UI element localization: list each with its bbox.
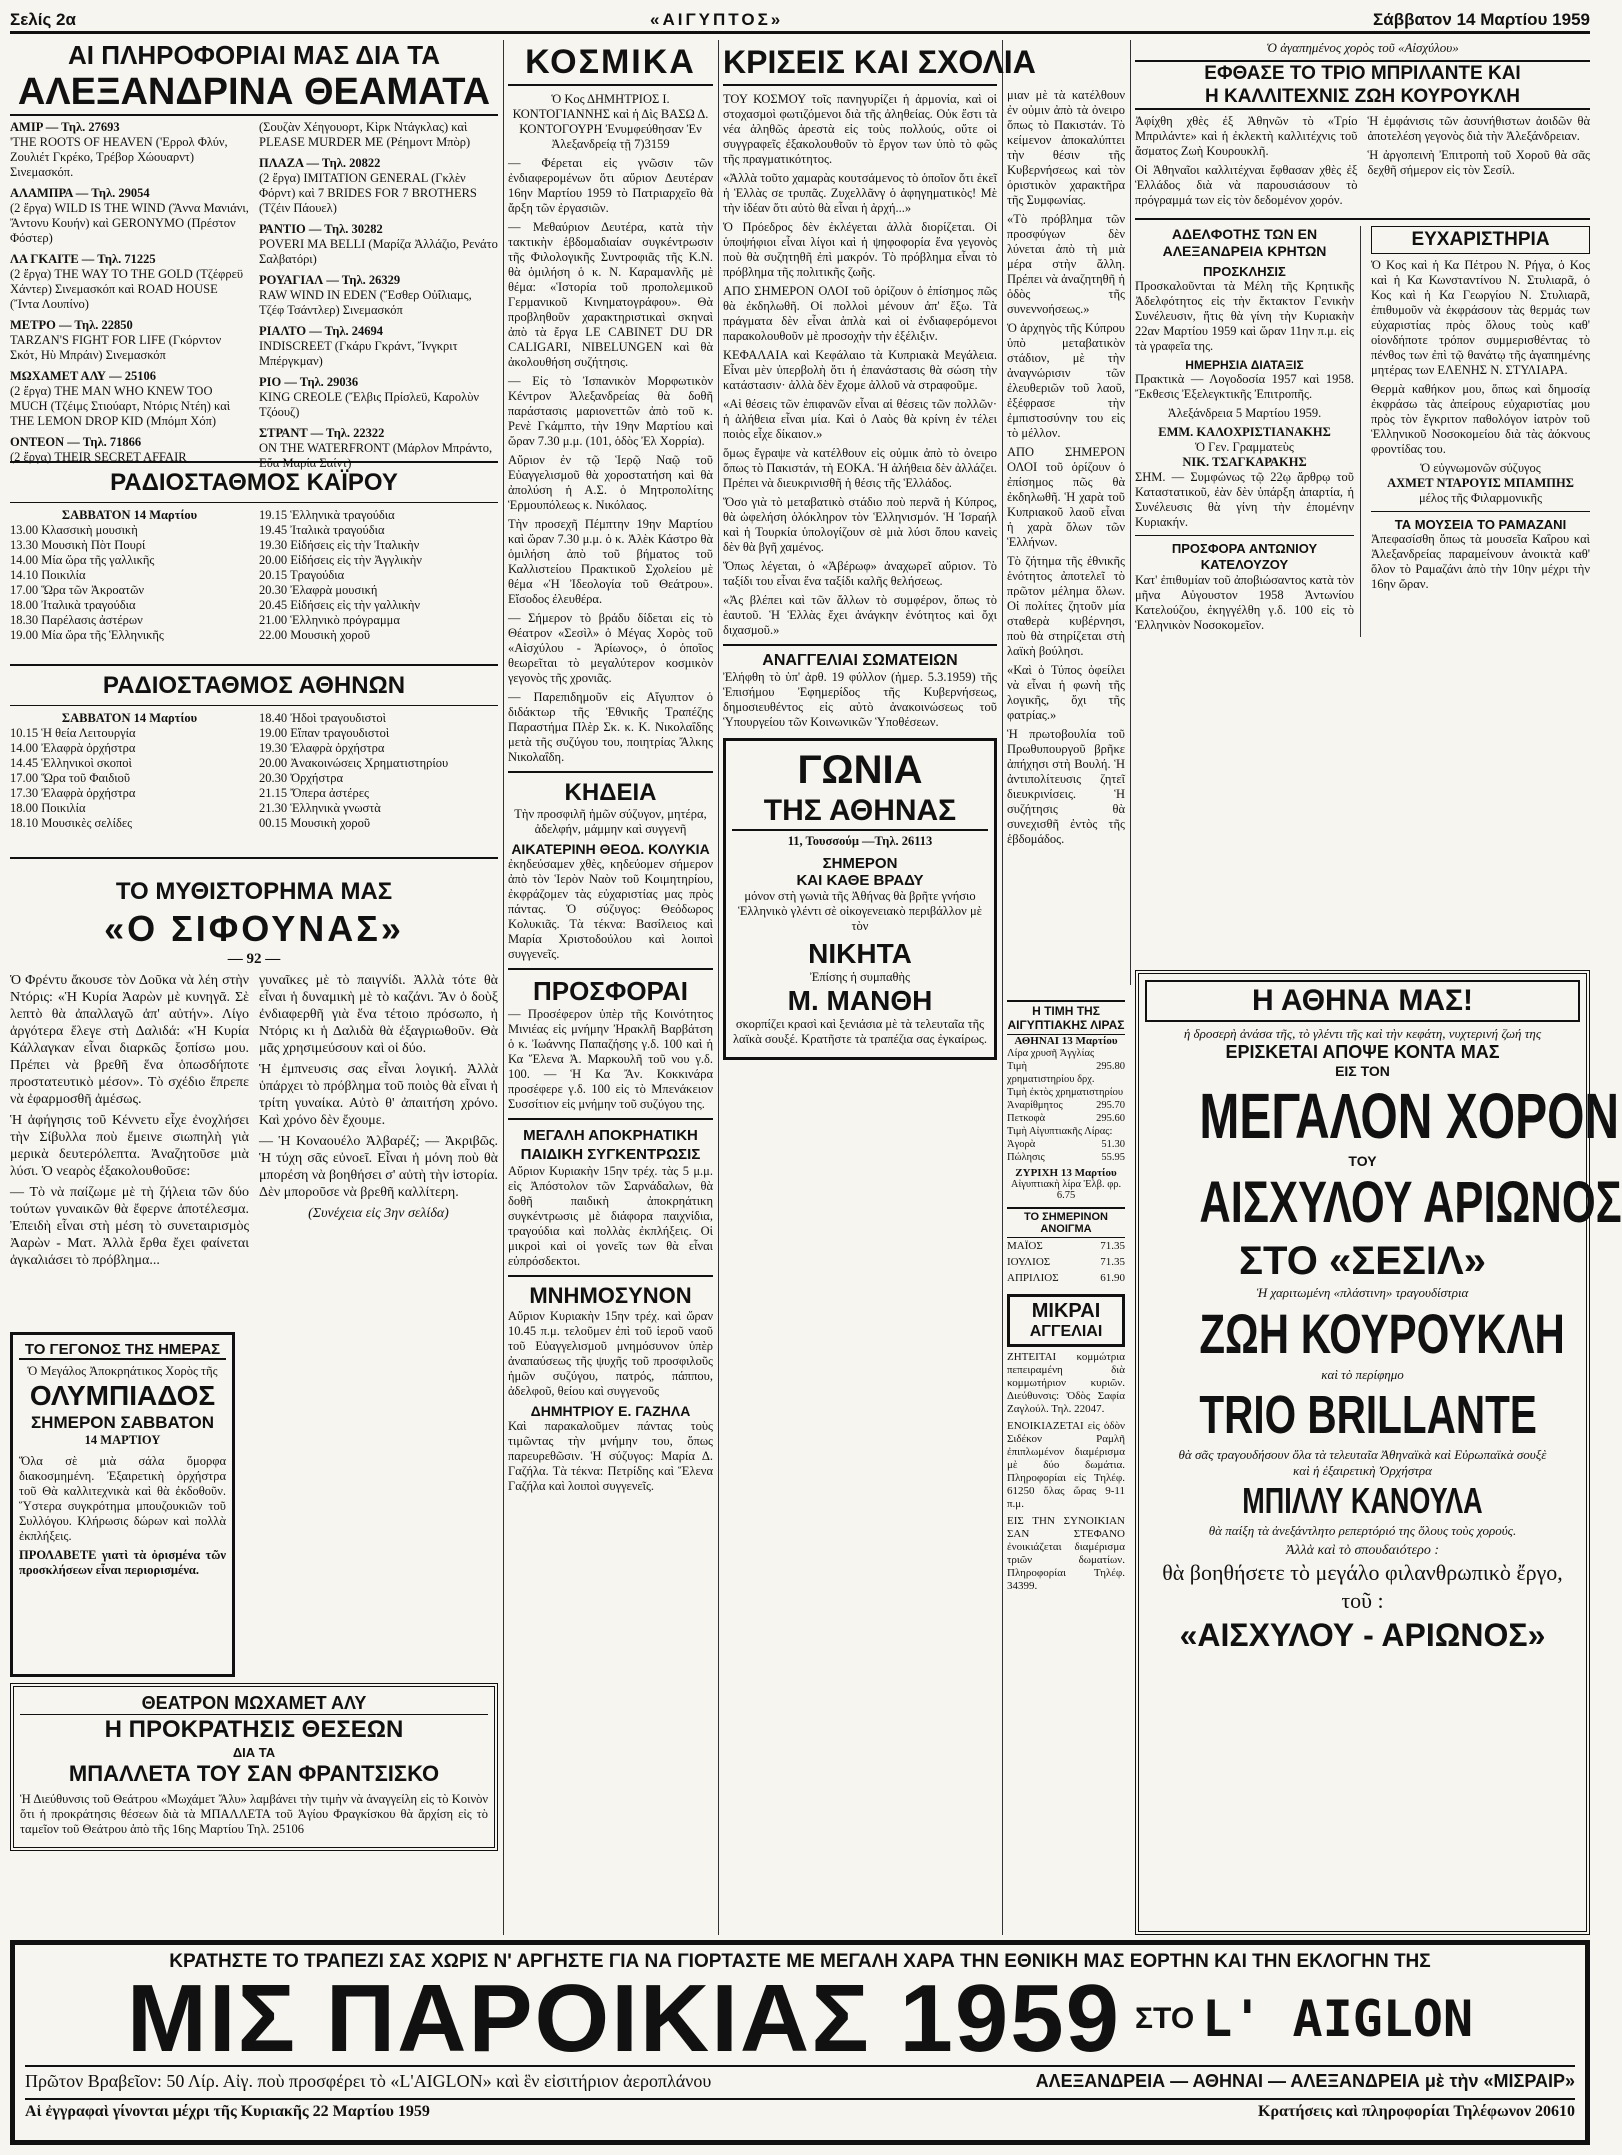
paragraph: Ἐλήφθη τὸ ὑπ' ἀρθ. 19 φύλλον (ἡμερ. 5.3.1959) τῆς Ἑπισήμου Ἐφημερίδος τῆς Κυβερνήσεως, δημοσιευθέντος εἰς αὐτὸ ἀνακοινώσεως τοῦ Ὑπουργείου τῶν Κοινωνικῶν Ὑποθέσεων. bbox=[723, 670, 997, 729]
theatre-show: ΜΠΑΛΛΕΤΑ ΤΟΥ ΣΑΝ ΦΡΑΝΤΣΙΣΚΟ bbox=[68, 1761, 440, 1786]
radio-item: 13.00 Κλασσικὴ μουσικὴ bbox=[10, 523, 138, 537]
miss-community-banner bbox=[10, 1940, 1590, 2145]
radio-item: 21.15 Ὄπερα ἀστέρες bbox=[259, 786, 369, 800]
social-column bbox=[508, 40, 713, 1935]
paragraph: μιαν μὲ τὰ κατέλθουν ἐν οὐμιν ἀπὸ τὰ ὀνειρο ὅπως τὸ Πακιστάν. Τὸ κείμενον ἀποκαλύπτει τὴν θέσιν τῆς Κυβερνήσεως καὶ τὸν ὁριστικὸν χαρακτῆρα τῆς Συμφωνίας. bbox=[1007, 88, 1125, 207]
banner-venue: L' AIGLON bbox=[1202, 1990, 1474, 2048]
memorial-name: ΔΗΜΗΤΡΙΟΥ Ε. ΓΑΖΗΛΑ bbox=[530, 1403, 691, 1419]
paragraph: «Ἀς βλέπει καὶ τῶν ἄλλων τὸ συμφέρον, ὅπως τὸ ἑαυτοῦ. Ἡ Ἑλλὰς ἔχει ἀνάγκην ἐνότητος καὶ ὄχι διχασμοῦ.» bbox=[723, 593, 997, 637]
radio-item: 20.15 Τραγούδια bbox=[259, 568, 345, 582]
funeral-title: ΚΗΔΕΙΑ bbox=[564, 779, 657, 806]
children-party-title: ΜΕΓΑΛΗ ΑΠΟΚΡΗΑΤΙΚΗ ΠΑΙΔΙΚΗ ΣΥΓΚΕΝΤΡΩΣΙΣ bbox=[520, 1127, 701, 1163]
paragraph: Θερμὰ καθήκον μου, ὅπως καὶ δημοσίᾳ ἐκφράσω τὰς ἀπείρους εὐχαριστίας μου πρὸς τὸν ἔγκριτον παθολόγον ἰατρὸν τοῦ Ἑλληνικοῦ Νοσοκομείου διὰ τὰς ἀόκνους φροντίδας του. bbox=[1371, 382, 1590, 456]
ball-line: θὰ παίξη τὰ ἀνεξάντλητο ρεπερτόριό της ὅλους τοὺς χορούς. bbox=[1208, 1523, 1517, 1538]
commentary-title: ΚΡΙΣΕΙΣ ΚΑΙ ΣΧΟΛΙΑ bbox=[723, 40, 997, 86]
paragraph: ΑΠΟ ΣΗΜΕΡΟΝ ΟΛΟΙ τοῦ ὁρίζουν ὁ ἐπίσημος πῶς θὰ ἐκδηλωθῆ. Ἡ χαρὰ τοῦ Κυπριακοῦ λαοῦ εἶναι ἡ χαρὰ ὅλων τῶν Ἑλλήνων. bbox=[1007, 445, 1125, 549]
radio-day: ΣΑΒΒΑΤΟΝ 14 Μαρτίου bbox=[61, 508, 198, 522]
paragraph: Ἡ ἀργοπεινὴ Ἐπιτροπὴ τοῦ Χοροῦ θὰ σᾶς δεχθῆ σήμερον εἰς τὸν Σεσίλ. bbox=[1367, 148, 1590, 177]
donation-title: ΠΡΟΣΦΟΡΑ ΑΝΤΩΝΙΟΥ ΚΑΤΕΛΟΥΖΟΥ bbox=[1171, 541, 1318, 572]
event-heading: ΤΟ ΓΕΓΟΝΟΣ ΤΗΣ ΗΜΕΡΑΣ bbox=[19, 1341, 226, 1360]
banner-title: ΜΙΣ ΠΑΡΟΙΚΙΑΣ 1959 bbox=[126, 1965, 1122, 2072]
cinema-item: ΛΑ ΓΚΑΙΤΕ — Τηλ. 71225 (2 ἔργα) THE WAY TO THE GOLD (Τζέφρεϋ Χάντερ) Σινεμασκόπ καὶ ROAD HOUSE (Ἴντα Λουπίνο) bbox=[10, 252, 244, 311]
classifieds-heading-box bbox=[1007, 1294, 1125, 1347]
event-of-the-day-box bbox=[10, 1332, 235, 1677]
banner-route: ΑΛΕΞΑΝΔΡΕΙΑ — ΑΘΗΝΑΙ — ΑΛΕΞΑΝΔΡΕΙΑ μὲ τὴν «ΜΙΣΡΑΙΡ» bbox=[1035, 2071, 1575, 2091]
gonia-performer-2: Μ. ΜΑΝΘΗ bbox=[787, 985, 933, 1016]
cinema-item: ΡΟΥΑΓΙΑΛ — Τηλ. 26329 RAW WIND IN EDEN (Ἔσθερ Οὐΐλιαμς, Τζέφ Τσάντλερ) Σινεμασκόπ bbox=[259, 273, 472, 317]
ball-orchestra: ΜΠΙΛΛΥ ΚΑΝΟΥΛΑ bbox=[1242, 1480, 1483, 1521]
banner-prize: Πρῶτον Βραβεῖον: 50 Λίρ. Αἰγ. ποὺ προσφέρει τὸ «L'AIGLON» καὶ ἓν εἰσιτήριον ἀεροπλάνου bbox=[25, 2071, 712, 2091]
cinema-listings bbox=[10, 120, 498, 470]
classifieds-title: ΜΙΚΡΑΙ bbox=[1031, 1300, 1101, 1322]
event-body: Ὅλα σὲ μιὰ σάλα ὅμορφα διακοσμημένη. Ἐξαιρετικὴ ὀρχήστρα τοῦ Θὰ καλλιτεχνικὰ καὶ θὰ ἐκδοθοῦν. Ὕστερα συγκρότημα μπουζουκιῶν τοῦ Συλλόγου. Κλήρωσις δώρων καὶ πολλὰ ἐκπλήξεις. bbox=[19, 1454, 226, 1543]
column-divider bbox=[1002, 40, 1003, 1935]
issue-date: Σάββατον 14 Μαρτίου 1959 bbox=[1373, 10, 1590, 29]
paragraph: Ἀπεφασίσθη ὅπως τὰ μουσεῖα Καΐρου καὶ Ἀλεξανδρείας παραμείνουν ἀνοικτὰ καθ' ὅλον τὸ Ραμαζάνι ἀπὸ τὴν 10ην μέχρι τὴν 16ην ὥραν. bbox=[1371, 532, 1590, 591]
paragraph: — Τὸ νὰ παίζωμε μὲ τὴ ζήλεια τῶν δύο τούτων γυναικῶν θὰ ἔφερνε ἀποτέλεσμα. Ἐπειδὴ εἶναι στὴ μέση τὸ συνεταιρισμὸς Ἀαρὼν - Ματ. Ἀλλὰ ἔρθα ἔχει φαίνεται ἀγκαλιάσει τὸ πρόβλημα... bbox=[10, 1185, 249, 1268]
radio-item: 20.30 Ἐλαφρὰ μουσική bbox=[259, 583, 378, 597]
cotton-title: ΤΟ ΣΗΜΕΡΙΝΟΝ ΑΝΟΙΓΜΑ bbox=[1007, 1207, 1125, 1238]
cinema-item: ΡΑΝΤΙΟ — Τηλ. 30282 POVERI MA BELLI (Μαρίζα Ἀλλάζιο, Ρενάτο Σαλβατόρι) bbox=[259, 222, 498, 266]
page-number: Σελίς 2α bbox=[10, 10, 76, 29]
cinema-item: ΜΩΧΑΜΕΤ ΑΛΥ — 25106 (2 ἔργα) THE MAN WHO KNEW TOO MUCH (Τζέιμς Στιούαρτ, Ντόρις Ντέη) καὶ THE LEMON DROP KID (Μπόμπ Χόπ) bbox=[10, 369, 231, 428]
memorial-title: ΜΝΗΜΟΣΥΝΟΝ bbox=[529, 1283, 692, 1308]
paragraph: — Μεθαύριον Δευτέρα, κατὰ τὴν τακτικὴν ἑβδομαδιαίαν συγκέντρωσιν τῆς Φιλολογικῆς Συντροφιᾶς τῆς Κ.Ν. θὰ ὁμιλήση ὁ κ. Ν. Καραμανλῆς μὲ θέμα: «Ἱστορία τοῦ προπολεμικοῦ Γερμανικοῦ Κινηματογράφου». Θὰ προβληθοῦν χαρακτηριστικαὶ σκηναὶ ἀπὸ τὰ ἔργα LE CABINET DU DR CALIGARI, NIBELUNGEN καὶ θὰ ἀκολουθήση συζήτησις. bbox=[508, 220, 713, 369]
classified-ad: ΖΗΤΕΙΤΑΙ κομμώτρια πεπειραμένη διὰ κομμωτήριον κυριῶν. Διεύθυνσις: Ὁδὸς Σαφία Ζαγλούλ. Τηλ. 22047. bbox=[1007, 1351, 1125, 1415]
cotton-table: ΜΑΪΟΣ 71.35 ΙΟΥΛΙΟΣ 71.35 ΑΠΡΙΛΙΟΣ 61.90 bbox=[1007, 1240, 1125, 1284]
radio-item: 10.15 Ἡ θεία Λειτουργία bbox=[10, 726, 136, 740]
paragraph: ἐκηδεύσαμεν χθὲς, κηδεύομεν σήμερον ἀπὸ τὸν Ἱερὸν Ναὸν τοῦ Κοιμητηρίου, ἐκφράζομεν τὰς εὐχαριστίας μας πρὸς πάντας. Ὁ σύζυγος: Θεόδωρος Κολυκιᾶς. Τὰ τέκνα: Βασίλειος καὶ Μαρία Χριστοδούλου καὶ λοιποὶ συγγενεῖς. bbox=[508, 857, 713, 961]
radio-item: 17.30 Ἐλαφρὰ ὀρχήστρα bbox=[10, 786, 136, 800]
gonia-title: ΓΩΝΙΑ bbox=[797, 748, 923, 792]
paragraph: «Ἀλλὰ τοῦτο χαμαρὰς κουτσάμενος τὸ ὁποῖον ὅτι ἐκεῖ ἡ Ἑλλὰς σε τρυπᾶς. Ζυχελλᾶνγ ὁ ἀφηγηματικὸς! Μὲ τὴν ἰδέαν ὅτι αὐτὸ θὰ εἶναι ἡ ἀρχή...» bbox=[723, 171, 997, 215]
paragraph: Αὔριον ἐν τῷ Ἱερῷ Ναῷ τοῦ Εὐαγγελισμοῦ θὰ χοροστατήση καὶ θὰ ἀπολύση ἡ Α.Σ. ὁ Μητροπολίτης Ἑρμουπόλεως κ. Νικόλαος. bbox=[508, 453, 713, 512]
theatre-title: Η ΠΡΟΚΡΑΤΗΣΙΣ ΘΕΣΕΩΝ bbox=[104, 1716, 404, 1743]
cinema-item: ΑΛΑΜΠΡΑ — Τηλ. 29054 (2 ἔργα) WILD IS THE WIND (Ἄννα Μανιάνι, Ἄντονυ Κουήν) καὶ GERONYMO (Πρέστον Φόστερ) bbox=[10, 186, 249, 245]
novel-episode: — 92 — bbox=[227, 951, 281, 967]
lira-city-2: ΖΥΡΙΧΗ 13 Μαρτίου bbox=[1015, 1167, 1117, 1179]
agenda-label: ΗΜΕΡΗΣΙΑ ΔΙΑΤΑΞΙΣ bbox=[1185, 358, 1304, 372]
lira-zurich: Αἰγυπτιακὴ λίρα Ἑλβ. φρ. 6.75 bbox=[1010, 1179, 1122, 1201]
paragraph: Ὁ ἀρχηγὸς τῆς Κύπρου ὑπὸ μεταβατικὸν στάδιον, μὲ τὴν ἀναγνώρισιν τῶν ἐλευθεριῶν τοῦ λαοῦ, ἐξέφρασε τὴν ἐμπιστοσύνην του εἰς τὸ μέλλον. bbox=[1007, 321, 1125, 440]
banner-top-line: ΚΡΑΤΗΣΤΕ ΤΟ ΤΡΑΠΕΖΙ ΣΑΣ ΧΩΡΙΣ Ν' ΑΡΓΗΣΤΕ ΓΙΑ ΝΑ ΓΙΟΡΤΑΣΤΕ ΜΕ ΜΕΓΑΛΗ ΧΑΡΑ ΤΗΝ ΕΘΝΙΚΗ ΜΑΣ ΕΟΡΤΗΝ ΚΑΙ ΤΗΝ ΕΚΛΟΓΗΝ ΤΗΣ bbox=[169, 1951, 1431, 1972]
radio-item: 00.15 Μουσικὴ χοροῦ bbox=[259, 816, 371, 830]
paragraph: ΚΕΦΑΛΑΙΑ καὶ Κεφάλαιο τὰ Κυπριακὰ Μεγάλεια. Εἶναι μὲν ὑπερβολὴ ὅτι ἡ ἐπανάστασις θὰ σώση τὴν κατάστασιν· ἀλλὰ δὲν ἔχομε ἀλλοῦ νὰ στραφοῦμε. bbox=[723, 348, 997, 392]
newspaper-name: «ΑΙΓΥΠΤΟΣ» bbox=[650, 10, 784, 29]
paragraph: «Τὸ πρόβλημα τῶν προσφύγων δὲν λύνεται ἀπὸ τὴ μιὰ μέρα στὴν ἄλλη. Πρέπει νὰ ἀναζητηθῆ ἡ ὁδὸς τῆς συνεννοήσεως.» bbox=[1007, 212, 1125, 316]
gonia-also: Ἐπίσης ἡ συμπαθὴς bbox=[810, 970, 910, 984]
radio-item: 20.00 Εἰδήσεις εἰς τὴν Ἀγγλικὴν bbox=[259, 553, 422, 567]
paragraph: Οἱ Ἀθηναῖοι καλλιτέχναι ἔφθασαν χθὲς ἐξ Ἑλλάδος διὰ νὰ παρουσιάσουν τὸ πρόγραμμά των εἰς τὸν δεδομένον χορόν. bbox=[1135, 163, 1358, 207]
column-divider bbox=[503, 40, 504, 1935]
paragraph: — Προσέφερον ὑπὲρ τῆς Κοινότητος Μινιέας εἰς μνήμην Ἠρακλῆ Βαρβάτση ὁ κ. Ἰωάννης Παπαζήσης γ.δ. 100 καὶ ἡ Κα Ἕλενα Ἀ. Μαρκουλῆ τοῦ νου γ.δ. 100. — Ἡ Κα Ἄν. Κοκκινάρα προσέφερε γ.δ. 100 εἰς τὸ Μπενάκειον Συσσίτιον εἰς μνήμην τοῦ συζύγου της. bbox=[508, 1007, 713, 1111]
entertainment-column bbox=[10, 40, 498, 1935]
radio-item: 19.30 Εἰδήσεις εἰς τὴν Ἰταλικὴν bbox=[259, 538, 420, 552]
cinema-item: ΜΕΤΡΟ — Τηλ. 22850 TARZAN'S FIGHT FOR LIFE (Γκόρντον Σκότ, Ηὺ Μπράιν) Σινεμασκόπ bbox=[10, 318, 222, 362]
ball-line: Ἀλλὰ καὶ τὸ σπουδαιότερο : bbox=[1286, 1543, 1439, 1558]
gonia-subtitle: ΤΗΣ ΑΘΗΝΑΣ bbox=[732, 793, 988, 831]
radio-item: 14.00 Μία ὥρα τῆς γαλλικῆς bbox=[10, 553, 155, 567]
ball-line: Ἡ χαριτωμένη «πλάστινη» τραγουδίστρια bbox=[1256, 1285, 1469, 1300]
trio-headline: ΕΦΘΑΣΕ ΤΟ ΤΡΙΟ ΜΠΡΙΛΑΝΤΕ ΚΑΙ bbox=[1135, 60, 1590, 85]
radio-item: 19.15 Ἑλληνικὰ τραγούδια bbox=[259, 508, 395, 522]
radio-item: 18.00 Ποικιλία bbox=[10, 801, 86, 815]
cinema-section-heading: ΑΛΕΞΑΝΔΡΙΝΑ ΘΕΑΜΑΤΑ bbox=[10, 70, 498, 116]
paragraph: — Φέρεται εἰς γνῶσιν τῶν ἐνδιαφερομένων ὅτι αὔριον Δευτέραν 16ην Μαρτίου 1959 τὸ Πατριαρχεῖο θὰ ἄρξη τῶν ἐργασιῶν. bbox=[508, 156, 713, 215]
paragraph: γυναῖκες μὲ τὸ παιγνίδι. Ἀλλὰ τότε θὰ εἶναι ἡ δυναμικὴ μὲ τὸ καζάνι. Ἄν ὁ δοὺξ ἐνδιαφερθῆ γιὰ ἕνα τέτοιο πρόσωπο, ἡ Ντόρις κι ἡ Δαλιδὰ θὰ ἐξαγριωθοῦν. Θὰ μᾶς χρησιμεύσουν καὶ οἱ δύο. bbox=[259, 973, 498, 1056]
radio-item: 21.30 Ἑλληνικὰ γνωστὰ bbox=[259, 801, 381, 815]
ball-line: ἡ δροσερὴ ἀνάσα τῆς, τὸ γλέντι τῆς καὶ τὴν κεφάτη, νυχτερινή ζωή της bbox=[1183, 1026, 1542, 1041]
paragraph: Τὸ ζήτημα τῆς ἐθνικῆς ἑνότητος ἀποτελεῖ τὸ πρῶτον μέλημα ὅλων. Οἱ πολίτες ζητοῦν μία σταθερὰ κυβέρνησι, ποὺ θὰ στηρίζεται στὴ λαϊκὴ βούλησι. bbox=[1007, 554, 1125, 658]
paragraph: Ὁ Κος καὶ ἡ Κα Πέτρου Ν. Ρήγα, ὁ Κος καὶ ἡ Κα Κωνσταντίνου Ν. Στυλιαρᾶ, ὁ Κος καὶ ἡ Κα Γεωργίου Ν. Στυλιαρᾶ, ἐπιθυμοῦν νὰ ἐκφράσουν τὰς θερμάς των εὐχαριστίας πρὸς ὅλους τοὺς καθ' οἱονδήποτε τρόπον συμμερισθέντας τὸ πένθος των ἐπὶ τῷ θανάτῳ τῆς ἀγαπημένης μητέρας των ΕΛΕΝΗΣ Ν. ΣΤΥΛΙΑΡΑ. bbox=[1371, 258, 1590, 377]
finance-column bbox=[1007, 1000, 1125, 1935]
social-title: ΚΟΣΜΙΚΑ bbox=[508, 40, 713, 86]
commentary-column bbox=[723, 40, 1036, 1935]
paragraph: Ἡ ἐμπνευσις σας εἶναι λογική. Ἀλλὰ ὑπάρχει τὸ πρόβλημα τοῦ ποιὸς θὰ εἶναι ἡ τρίτη γυναίκα. Αὐτὸ θ' ἀπαιτήση χρόνο. Καὶ χρόνο δὲν ἔχουμε. bbox=[259, 1062, 498, 1128]
gonia-end: σκορπίζει κρασὶ καὶ ξενιάσια μὲ τὰ τελευταῖα τῆς λαϊκὰ σουξέ. Κρατῆστε τὰ τραπέζια σας ἐγκαίρως. bbox=[732, 1017, 988, 1046]
radio-item: 20.45 Εἰδήσεις εἰς τὴν γαλλικὴν bbox=[259, 598, 421, 612]
radio-item: 21.00 Ἑλληνικὸ πρόγραμμα bbox=[259, 613, 400, 627]
athens-radio-title: ΡΑΔΙΟΣΤΑΘΜΟΣ ΑΘΗΝΩΝ bbox=[102, 672, 406, 699]
cinema-list-left bbox=[10, 120, 249, 464]
banner-at: ΣΤΟ bbox=[1135, 2002, 1195, 2035]
lira-table: Λίρα χρυσῆ Ἀγγλίας Τιμὴ χρηματιστηρίου δρχ. 295.80 Τιμὴ ἐκτὸς χρηματιστηρίου Ἀναρίθμητος 295.70 Πετκοφὰ 295.60 Τιμὴ Αἰγυπτιακῆς Λίρας: Ἀγορὰ 51.30 Πώλησις 55.95 bbox=[1007, 1048, 1125, 1163]
notices-column bbox=[1135, 40, 1590, 965]
paragraph: Ἡ ἀφήγησις τοῦ Κέννετυ εἶχε ἐνοχλήσει τὴν Σίβυλλα ποὺ ἔμεινε σιωπηλὴ γιὰ μερικὰ δευτερόλεπτα. Ἀναζητοῦσε μιὰ λύσι. Ὁ νεαρὸς ἐξακολουθοῦσε: bbox=[10, 1113, 249, 1179]
funeral-name: ΑΙΚΑΤΕΡΙΝΗ ΘΕΟΔ. ΚΟΛΥΚΙΑ bbox=[511, 841, 710, 857]
paragraph: — Σήμερον τὸ βράδυ δίδεται εἰς τὸ Θέατρον «Σεσὶλ» ὁ Μέγας Χορὸς τοῦ «Αἰσχύλου - Ἀρίωνος», ὁ ὁποῖος θεωρεῖται τὸ μεγαλύτερον κοσμικὸν γεγονὸς τῆς χρονιᾶς. bbox=[508, 611, 713, 685]
radio-item: 14.10 Ποικιλία bbox=[10, 568, 86, 582]
ball-organizer: ΑΙΣΧΥΛΟΥ ΑΡΙΩΝΟΣ bbox=[1199, 1170, 1622, 1235]
thanks-signature-label: Ὁ εὐγνωμονῶν σύζυγος bbox=[1420, 461, 1541, 475]
cretans-title: ΑΔΕΛΦΟΤΗΣ ΤΩΝ ΕΝ ΑΛΕΞΑΝΔΡΕΙΑ ΚΡΗΤΩΝ bbox=[1162, 226, 1327, 259]
column-divider bbox=[718, 40, 719, 1935]
radio-item: 19.00 Εἴπαν τραγουδιστοὶ bbox=[259, 726, 390, 740]
cinema-item: ΟΝΤΕΟΝ — Τηλ. 71866 (2 ἔργα) THEIR SECRET AFFAIR bbox=[10, 435, 187, 464]
ball-line: ΕΡΙΣΚΕΤΑΙ ΑΠΟΨΕ ΚΟΝΤΑ ΜΑΣ bbox=[1225, 1042, 1500, 1062]
paragraph: — Παρεπιδημοῦν εἰς Αἴγυπτον ὁ διδάκτωρ τῆς Ἑθνικῆς Τραπέζης Παραστήμα Πλὲρ Σκ. κ. Κ. Νικολαΐδης μετὰ τῆς συζύγου του, ποιητρίας Ἄλκης Νικολαΐδη. bbox=[508, 690, 713, 764]
event-warning: ΠΡΟΛΑΒΕΤΕ γιατὶ τὰ ὀρισμένα τῶν προσκλήσεων εἶναι περιορισμένα. bbox=[19, 1548, 226, 1577]
secretary-label: Ὁ Γεν. Γραμματεὺς bbox=[1195, 440, 1294, 454]
cinema-item: ΡΙΟ — Τηλ. 29036 KING CREOLE (Ἔλβις Πρίσλεϋ, Καρολὺν Τζόουζ) bbox=[259, 375, 480, 419]
paragraph: — Ἡ Κοναουέλο Ἀλβαρέζ; — Ἀκριβῶς. Ἡ τύχη σᾶς εὐνοεῖ. Εἶναι ἡ μόνη ποὺ θὰ μπορέση νὰ βοηθήσει σ' αὐτὴ τὴν ἱστορία. Δὲν μποροῦσε νὰ βρεθῆ καλλίτερη. bbox=[259, 1134, 498, 1200]
ball-trio: TRIO BRILLANTE bbox=[1199, 1385, 1537, 1445]
athens-radio-schedule bbox=[10, 711, 498, 851]
cinema-item: (Σουζὰν Χέηγουορτ, Κὶρκ Ντάγκλας) καὶ PLEASE MURDER ME (Ρέημοντ Μπὸρ) bbox=[259, 120, 471, 149]
radio-day: ΣΑΒΒΑΤΟΝ 14 Μαρτίου bbox=[61, 711, 198, 725]
paragraph: Αὔριον Κυριακὴν 15ην τρέχ. τὰς 5 μ.μ. εἰς Ἀπόστολον τῶν Σαρνάδαλων, θὰ δοθῆ παιδικὴ ἀποκρηάτικη συγκέντρωσις μὲ διάφορα παιχνίδια, τραγούδια καὶ πολλὰς ἐκπλήξεις. Οἱ μικροὶ καὶ οἱ γονεῖς των θὰ εἶναι εὐπρόσδεκτοι. bbox=[508, 1164, 713, 1268]
cinema-item: ΡΙΑΛΤΟ — Τηλ. 24694 INDISCREET (Γκάρυ Γκράντ, Ἴνγκριτ Μπέργκμαν) bbox=[259, 324, 458, 368]
radio-item: 14.00 Ἐλαφρὰ ὀρχήστρα bbox=[10, 741, 136, 755]
paragraph: Ἡ ἐμφάνισις τῶν ἀσυνήθιστων ἀοιδῶν θὰ ἀποτελέση γεγονὸς διὰ τὴν Ἀλεξάνδρειαν. bbox=[1367, 114, 1590, 143]
cinema-item: ΠΛΑΖΑ — Τηλ. 20822 (2 ἔργα) IMITATION GENERAL (Γκλὲν Φόρντ) καὶ 7 BRIDES FOR 7 BROTHERS (Τζέιν Πάουελ) bbox=[259, 156, 477, 215]
theatre-body: Ἡ Διεύθυνσις τοῦ Θεάτρου «Μωχάμετ Ἄλυ» λαμβάνει τὴν τιμὴν νὰ ἀναγγείλη εἰς τὸ Κοινὸν ὅτι ἡ προκράτησις θέσεων διὰ τὰ ΜΠΑΛΛΕΤΑ τοῦ Ἁγίου Φραγκίσκου θὰ ἄρχίση εἰς τὸ ταμεῖον τοῦ Θεάτρου ἀπὸ τῆς 16ης Μαρτίου Τηλ. 25106 bbox=[20, 1792, 488, 1836]
thanks-signature-role: μέλος τῆς Φιλαρμονικῆς bbox=[1418, 491, 1543, 505]
lira-city: ΑΘΗΝΑΙ 13 Μαρτίου bbox=[1014, 1035, 1118, 1047]
thanks-signature: ΑΧΜΕΤ ΝΤΑΡΟΥΙΣ ΜΠΑΜΠΗΣ bbox=[1387, 476, 1574, 490]
paragraph: Ὁ Κος ΔΗΜΗΤΡΙΟΣ Ι. ΚΟΝΤΟΓΙΑΝΝΗΣ καὶ ἡ Δὶς ΒΑΣΩ Δ. ΚΟΝΤΟΓΟΥΡΗ Ἐνυμφεύθησαν Ἐν Ἀλεξανδρείᾳ τῇ 7)3159 bbox=[512, 92, 709, 151]
paragraph: «Αἱ θέσεις τῶν ἐπιφανῶν εἶναι αἱ θέσεις τῶν πολλῶν· ἡ ἀλήθεια εἶναι μία. Καὶ ὁ Λαὸς θὰ κρίνη ἐν τέλει ποιὸς εἶχε δίκαιον.» bbox=[723, 397, 997, 441]
radio-item: 18.00 Ἰταλικὰ τραγούδια bbox=[10, 598, 136, 612]
paragraph: ΣΗΜ. — Συμφώνως τῷ 22ῳ ἄρθρῳ τοῦ Καταστατικοῦ, ἐὰν δὲν ὑπάρξη ἀπαρτία, ἡ Συνέλευσις θὰ γίνη τὴν ἑπομένην Κυριακήν. bbox=[1135, 470, 1354, 529]
page-header bbox=[10, 10, 1590, 34]
ball-line: θὰ σᾶς τραγουδήσουν ὅλα τὰ τελευταῖα Ἀθηναϊκὰ καὶ Εὐρωπαϊκὰ σουξὲ bbox=[1178, 1447, 1547, 1462]
ball-line: καὶ τὸ περίφημο bbox=[1321, 1367, 1404, 1382]
event-date: ΣΗΜΕΡΟΝ ΣΑΒΒΑΤΟΝ bbox=[30, 1413, 214, 1432]
gonia-today: ΣΗΜΕΡΟΝ bbox=[822, 855, 898, 872]
ball-singer: ΖΩΗ ΚΟΥΡΟΥΚΛΗ bbox=[1199, 1302, 1565, 1365]
paragraph: Ἡ πρωτοβουλία τοῦ Πρωθυπουργοῦ βρῆκε ἀπήχησι στὴ Βουλή. Ἡ ἀντιπολίτευσις ζητεῖ διευκρινίσεις. Ἡ συζήτησις θὰ συνεχισθῆ ἐντὸς τῆς ἑβδομάδος. bbox=[1007, 727, 1125, 846]
paragraph: Αὔριον Κυριακὴν 15ην τρέχ. καὶ ὥραν 10.45 π.μ. τελοῦμεν ἐπὶ τοῦ ἱεροῦ ναοῦ τοῦ Εὐαγγελισμοῦ μνημόσυνον ὑπὲρ ἀναπαύσεως τῆς ψυχῆς τοῦ προσφιλοῦς ἡμῶν συζύγου, πατρός, πάππου, ἀδελφοῦ, θείου καὶ συγγενοῦς bbox=[508, 1309, 713, 1398]
sign-date: Ἀλεξάνδρεια 5 Μαρτίου 1959. bbox=[1167, 406, 1322, 420]
ball-line: καὶ ἡ ἐξαιρετικὴ Ὀρχήστρα bbox=[1293, 1463, 1432, 1478]
president-name: ΕΜΜ. ΚΑΛΟΧΡΙΣΤΙΑΝΑΚΗΣ bbox=[1158, 425, 1331, 439]
cairo-radio-title: ΡΑΔΙΟΣΤΑΘΜΟΣ ΚΑΪΡΟΥ bbox=[110, 469, 398, 496]
radio-item: 19.00 Μία ὥρα τῆς Ἑλληνικῆς bbox=[10, 628, 164, 642]
ball-advertisement bbox=[1135, 970, 1622, 1935]
ball-charity: «ΑΙΣΧΥΛΟΥ - ΑΡΙΩΝΟΣ» bbox=[1179, 1617, 1546, 1653]
gonia-every-night: ΚΑΙ ΚΑΘΕ ΒΡΑΔΥ bbox=[796, 872, 924, 889]
cinema-list-right bbox=[259, 120, 498, 470]
caption: Ὁ ἀγαπημένος χορὸς τοῦ «Αἰσχύλου» bbox=[1266, 40, 1459, 55]
paragraph: «Καὶ ὁ Τύπος ὀφείλει νὰ εἶναι ἡ φωνὴ τῆς λογικῆς, ὄχι τῆς φατρίας.» bbox=[1007, 663, 1125, 722]
radio-item: 17.00 Ὥρα τοῦ Φαιδιοῦ bbox=[10, 771, 131, 785]
event-name: ΟΛΥΜΠΙΑΔΟΣ bbox=[29, 1380, 216, 1411]
novel-heading: ΤΟ ΜΥΘΙΣΤΟΡΗΜΑ ΜΑΣ bbox=[115, 878, 393, 905]
classified-ad: ΕΙΣ ΤΗΝ ΣΥΝΟΙΚΙΑΝ ΣΑΝ ΣΤΕΦΑΝΟ ἐνοικιάζεται διαμέρισμα τριῶν δωματίων. Πληροφορίαι Τηλέφ. 34399. bbox=[1007, 1515, 1125, 1592]
paragraph: Τὴν προσφιλῆ ἡμῶν σύζυγον, μητέρα, ἀδελφήν, μάμμην καὶ συγγενῆ bbox=[514, 807, 707, 836]
paragraph: Ἀφίχθη χθὲς ἐξ Ἀθηνῶν τὸ «Τρίο Μπριλάντε» καὶ ἡ ἐκλεκτὴ καλλιτέχνις τοῦ ἄσματος Ζωὴ Κουρουκλῆ. bbox=[1135, 114, 1358, 158]
trio-headline-2: Η ΚΑΛΛΙΤΕΧΝΙΣ ΖΩΗ ΚΟΥΡΟΥΚΛΗ bbox=[1135, 85, 1590, 110]
radio-item: 20.00 Ἀνακοινώσεις Χρηματιστηρίου bbox=[259, 756, 449, 770]
theatre-ad bbox=[10, 1683, 498, 1851]
gonia-performer: ΝΙΚΗΤΑ bbox=[808, 938, 912, 969]
radio-item: 19.30 Ἐλαφρὰ ὀρχήστρα bbox=[259, 741, 385, 755]
paragraph: Πρακτικὰ — Λογοδοσία 1957 καὶ 1958. Ἔκθεσις Ἐξελεγκτικῆς Ἐπιτροπῆς. bbox=[1135, 372, 1354, 401]
continued-note: (Συνέχεια εἰς 3ην σελίδα) bbox=[308, 1206, 449, 1221]
paragraph: Ὅσο γιὰ τὸ μεταβατικὸ στάδιο ποὺ περνᾶ ἡ Κύπρος, θὰ ὠφελήση ὁλόκληρον τὸν Ἑλληνισμόν. Ἡ Ἰσραήλ καὶ ἡ Τουρκία ὑπολογίζουν σὲ μιὰ λύσι ὅπου κανεὶς δὲν θὰ βγῆ χαμένος. bbox=[723, 495, 997, 554]
secretary-name: ΝΙΚ. ΤΣΑΓΚΑΡΑΚΗΣ bbox=[1182, 455, 1307, 469]
theatre-name: ΘΕΑΤΡΟΝ ΜΩΧΑΜΕΤ ΑΛΥ bbox=[20, 1693, 488, 1715]
classifieds-subtitle: ΑΓΓΕΛΙΑΙ bbox=[1029, 1323, 1103, 1340]
event-day: 14 ΜΑΡΤΙΟΥ bbox=[84, 1433, 161, 1447]
lira-title: Η ΤΙΜΗ ΤΗΣ ΑΙΓΥΠΤΙΑΚΗΣ ΛΙΡΑΣ bbox=[1007, 1000, 1125, 1035]
banner-phone: Κρατήσεις καὶ πληροφορίαι Τηλέφωνον 20610 bbox=[1258, 2103, 1575, 2120]
museums-title: ΤΑ ΜΟΥΣΕΙΑ ΤΟ ΡΑΜΑΖΑΝΙ bbox=[1394, 517, 1567, 532]
paragraph: Ὅπως λέγεται, ὁ «Ἀβέρωφ» ἀναχωρεῖ αὔριον. Τὸ ταξίδι του εἶναι ἕνα ταξίδι καλῆς θελήσεως. bbox=[723, 559, 997, 588]
radio-item: 13.30 Μουσικὴ Πὸτ Πουρί bbox=[10, 538, 146, 552]
novel-text bbox=[10, 972, 498, 1332]
ball-title: ΜΕΓΑΛΟΝ ΧΟΡΟΝ bbox=[1199, 1080, 1620, 1152]
associations-title: ΑΝΑΓΓΕΛΙΑΙ ΣΩΜΑΤΕΙΩΝ bbox=[762, 652, 958, 669]
donations-title: ΠΡΟΣΦΟΡΑΙ bbox=[533, 976, 688, 1006]
cinema-section-title: ΑΙ ΠΛΗΡΟΦΟΡΙΑΙ ΜΑΣ ΔΙΑ ΤΑ bbox=[68, 40, 440, 70]
radio-item: 17.00 Ὥρα τῶν Ἀκροατῶν bbox=[10, 583, 145, 597]
paragraph: Τὴν προσεχῆ Πέμπτην 19ην Μαρτίου καὶ ὥραν 7.30 μ.μ. ὁ κ. Ἀλὲκ Κάστρο θὰ ὁμιλήση ἀπὸ τοῦ βήματος τοῦ Καλλιστείου Πρακτικοῦ Σχολείου μὲ θέμα «Ἡ Ἰδεολογία τοῦ Θεάτρου». Εἴσοδος ἐλευθέρα. bbox=[508, 517, 713, 606]
paragraph: Προσκαλοῦνται τὰ Μέλη τῆς Κρητικῆς Ἀδελφότητος εἰς τὴν ἔκτακτον Γενικὴν Συνέλευσιν, ἥτις θὰ γίνη τὴν Κυριακὴν 22αν Μαρτίου 1959 καὶ ὥραν 11ην π.μ. εἰς τὰ γραφεῖα της. bbox=[1135, 279, 1354, 353]
theatre-for: ΔΙΑ ΤΑ bbox=[232, 1745, 276, 1760]
classified-ad: ΕΝΟΙΚΙΑΖΕΤΑΙ εἰς ὁδὸν Σιδέκον Ραμλῆ ἐπιπλωμένον διαμέρισμα μὲ δύο δωμάτια. Πληροφορίαι εἰς Τηλέφ. 61250 ὅλας ὥρας 9-11 π.μ. bbox=[1007, 1420, 1125, 1510]
paragraph: ὅμως ἔγραψε νὰ κατέλθουν εἰς οὐμικ ἀπὸ τὸ ὀνειρο ὅπως τὸ Πακιστάν, τὴ ΕΟΚΑ. Ἡ ἀλήθεια δὲν ἀλλάζει. Πρέπει νὰ διευκρινισθῆ ἡ θέσις τῆς Ἑλλάδος. bbox=[723, 446, 997, 490]
ball-headline: Η ΑΘΗΝΑ ΜΑΣ! bbox=[1145, 980, 1580, 1022]
event-subtitle: Ὁ Μεγάλος Ἀποκρηάτικος Χορὸς τῆς bbox=[27, 1364, 218, 1378]
invitation-label: ΠΡΟΣΚΛΗΣΙΣ bbox=[1203, 264, 1286, 279]
radio-item: 22.00 Μουσικὴ χοροῦ bbox=[259, 628, 371, 642]
radio-item: 20.30 Ὀρχήστρα bbox=[259, 771, 344, 785]
novel-title: «Ο ΣΙΦΟΥΝΑΣ» bbox=[104, 908, 404, 949]
gonia-address: 11, Τουσσούμ —Τηλ. 26113 bbox=[787, 834, 933, 848]
ball-line: θὰ βοηθήσετε τὸ μεγάλο φιλανθρωπικὸ ἔργο, τοῦ : bbox=[1162, 1560, 1563, 1613]
cinema-item: ΑΜΙΡ — Τηλ. 27693 'THE ROOTS OF HEAVEN ('Ερρολ Φλύν, Ζουλιέτ Γκρέκο, Τρέβορ Χώουαρντ) Σινεμασκόπ. bbox=[10, 120, 228, 179]
gonia-athens-ad bbox=[723, 738, 997, 1060]
gonia-body: μόνον στὴ γωνιὰ τῆς Ἀθήνας θὰ βρῆτε γνήσιο Ἑλληνικὸ γλέντι σὲ οἰκογενειακὸ περιβάλλον μὲ τὸν bbox=[738, 889, 982, 933]
paragraph: Καὶ παρακαλοῦμεν πάντας τοὺς τιμῶντας τὴν μνήμην του, ὅπως παρευρεθῶσιν. Ἡ σύζυγος: Μαρία Δ. Γαζήλα. Τὰ τέκνα: Πετρίδης καὶ Ἕλενα Γαζήλα καὶ λοιποὶ συγγενεῖς. bbox=[508, 1419, 713, 1493]
radio-item: 18.40 Ἠδοὶ τραγουδιστοὶ bbox=[259, 711, 387, 725]
ball-line: ΕΙΣ ΤΟΝ bbox=[1335, 1063, 1390, 1079]
radio-item: 19.45 Ἰταλικὰ τραγούδια bbox=[259, 523, 385, 537]
paragraph: ΑΠΟ ΣΗΜΕΡΟΝ ΟΛΟΙ τοῦ ὁρίζουν ὁ ἐπίσημος πῶς θὰ ἐκδηλωθῆ. Οἱ πολλοὶ μένουν ἀπ' ἔξω. Τὰ πράγματα δὲν εἶναι ἁπλὰ καὶ οἱ ἐνδιαφερόμενοι παρακολουθοῦν μὲ προσοχὴν τὴν ἐξέλιξιν. bbox=[723, 284, 997, 343]
banner-registration: Αἱ ἐγγραφαὶ γίνονται μέχρι τῆς Κυριακῆς 22 Μαρτίου 1959 bbox=[25, 2103, 430, 2120]
radio-item: 14.45 Ἑλληνικοὶ σκοποὶ bbox=[10, 756, 132, 770]
paragraph: — Εἰς τὸ Ἰσπανικὸν Μορφωτικὸν Κέντρον Ἀλεξανδρείας θὰ δοθῆ παράστασις μαριονεττῶν ἀπὸ τοῦ κ. Ρενὲ Γκάμπτο, τὴν 19ην Μαρτίου καὶ ὥραν 7.30 μ.μ. (101, ὁδὸς Ἐλ Χορρία). bbox=[508, 374, 713, 448]
cairo-radio-schedule bbox=[10, 508, 498, 658]
paragraph: Ὁ Πρόεδρος δὲν ἐκλέγεται ἀλλὰ διορίζεται. Οἱ ὑποψήφιοι εἶναι λίγοι καὶ ἡ ψηφοφορία ἕνα γεγονὸς ποὺ θὰ συζητηθῆ ἐπὶ μακρόν. Τὸ πρόβλημα εἶναι τὸ πρόβλημα τῆς πολιτικῆς ζωῆς. bbox=[723, 220, 997, 279]
paragraph: ΤΟΥ ΚΟΣΜΟΥ τοῖς πανηγυρίζει ἡ ἀρμονία, καὶ οἱ στοχασμοὶ φωτιζόμενοι διὰ τῆς ἀληθείας. Οὐκ ἔστι τὰ νέα ἀληθῶς ἀρεστὰ εἰς τοὺς πολλούς, οὔτε οἱ συγγραφεῖς ἐξακολουθοῦν τὸ ἔργον των ὑπὸ τὸ φῶς τῆς πραγματικότητος. bbox=[723, 92, 997, 166]
ball-line: ΤΟΥ bbox=[1348, 1153, 1377, 1169]
thanks-title: ΕΥΧΑΡΙΣΤΗΡΙΑ bbox=[1371, 226, 1590, 254]
cinema-item: ΣΤΡΑΝΤ — Τηλ. 22322 ON THE WATERFRONT (Μάρλον Μπράντο, Εὔα Μαρία Σαίντ) bbox=[259, 426, 493, 470]
radio-item: 18.30 Παρέλασις ἀστέρων bbox=[10, 613, 143, 627]
ball-venue: ΣΤΟ «ΣΕΣΙΛ» bbox=[1239, 1239, 1486, 1283]
column-divider bbox=[1130, 40, 1131, 985]
paragraph: Κατ' ἐπιθυμίαν τοῦ ἀποβιώσαντος κατὰ τὸν μῆνα Αὐγουστον 1958 Ἀντωνίου Κατελούζου, ἐκηγγέλθη γ.δ. 100 εἰς τὸ Ἑλληνικὸν Νοσοκομεῖον. bbox=[1135, 573, 1354, 632]
paragraph: Ὁ Φρέντυ ἄκουσε τὸν Δοῦκα νὰ λέη στὴν Ντόρις: «Ἡ Κυρία Ἀαρὼν μὲ κυνηγᾶ. Σὲ λεπτὸ θὰ ἀπαλλαγῶ ἀπ' αὐτήν». Λίγο ἀργότερα ἔλεγε στὴ Δαλιδά: «Ἡ Κυρία Κάλλαγκαν εἶναι διαρκῶς ξοπίσω μου. Πρέπει νὰ βρεθῆ ἕνα ὁπωσδήποτε προστατευτικὸ μέσον». Τὸ σχέδιο ἔπρεπε νὰ ἐφαρμοσθῆ ἀμέσως. bbox=[10, 973, 249, 1107]
radio-item: 18.10 Μουσικὲς σελίδες bbox=[10, 816, 133, 830]
